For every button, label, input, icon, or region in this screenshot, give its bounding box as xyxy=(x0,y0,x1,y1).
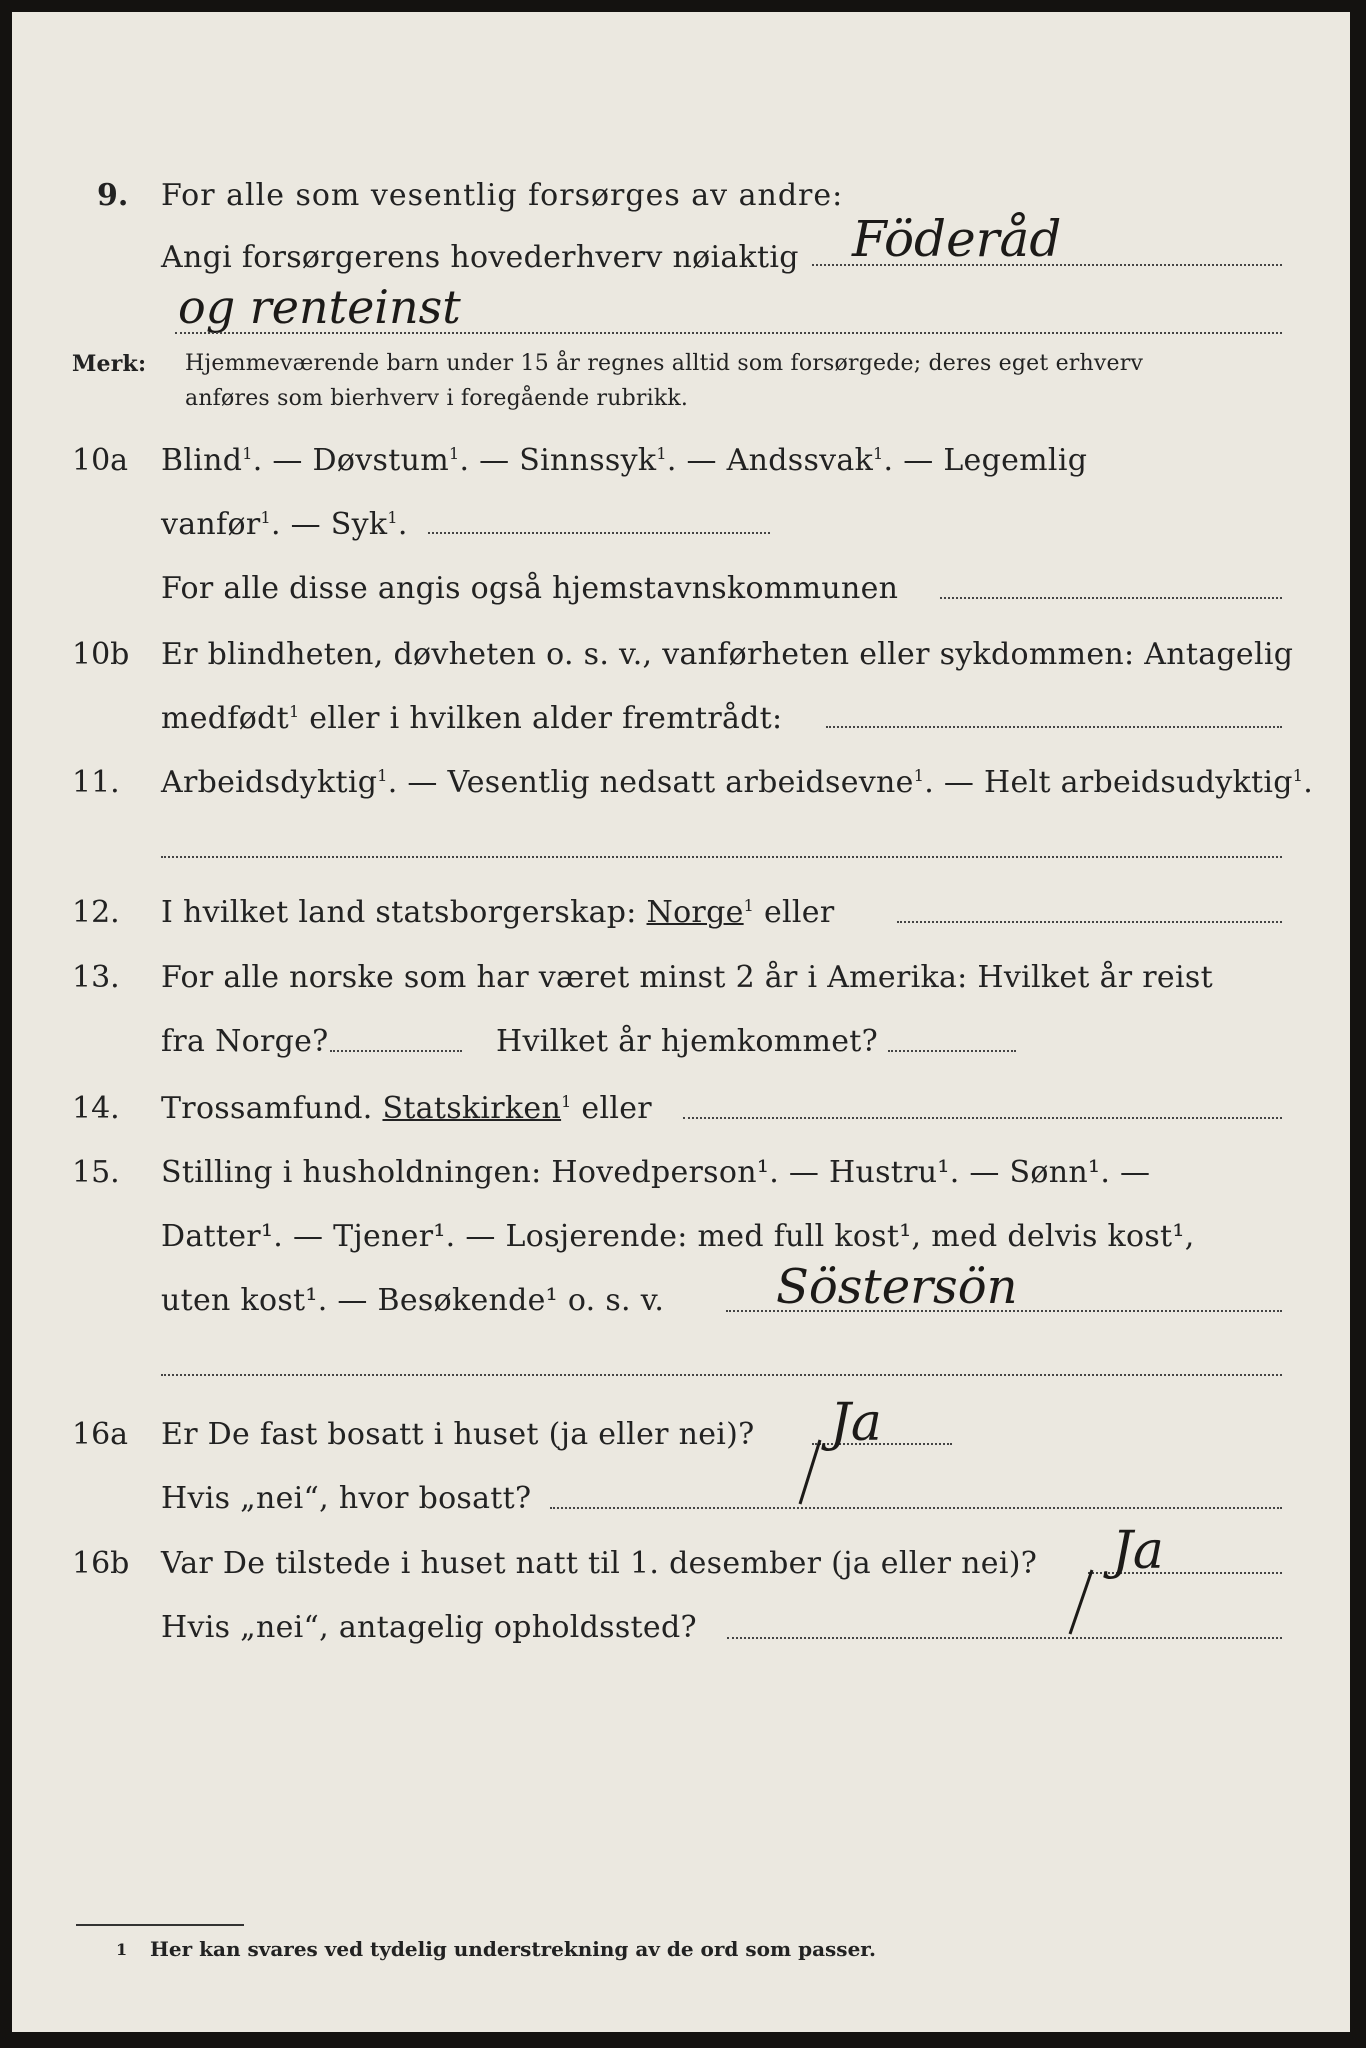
q13-line2-b: Hvilket år hjemkommet? xyxy=(496,1024,879,1059)
q11-answer-line xyxy=(161,856,1282,858)
q12-answer-line xyxy=(897,921,1282,923)
q16b-line2: Hvis „nei“, antagelig opholdssted? xyxy=(161,1610,697,1645)
q14-statskirken-underlined: Statskirken xyxy=(382,1091,562,1126)
q12-line: I hvilket land statsborgerskap: Norge$^1$ eller xyxy=(161,895,835,930)
q16a-answer: Ja xyxy=(830,1393,882,1453)
q10a-line2: vanfør$^1$. — Syk$^1$. xyxy=(161,507,408,542)
footnote-rule xyxy=(76,1924,244,1926)
footnote-marker: 1 xyxy=(116,1940,128,1959)
q15-number: 15. xyxy=(72,1155,120,1190)
q10a-number: 10a xyxy=(72,443,129,478)
q13-line2-a: fra Norge? xyxy=(161,1024,329,1059)
q16b-opholdssted-line xyxy=(727,1637,1282,1639)
q12-number: 12. xyxy=(72,895,120,930)
q13-reist-line xyxy=(330,1050,462,1052)
q13-line1: For alle norske som har været minst 2 år i Amerika: Hvilket år reist xyxy=(161,960,1213,995)
merk-label: Merk: xyxy=(72,351,147,377)
q16a-line1: Er De fast bosatt i huset (ja eller nei)? xyxy=(161,1417,755,1452)
q9-number: 9. xyxy=(97,178,129,213)
q14-answer-line xyxy=(683,1117,1282,1119)
q15-line3: uten kost¹. — Besøkende¹ o. s. v. xyxy=(161,1283,665,1318)
q9-answer-occupation: Föderåd xyxy=(852,210,1062,268)
q13-number: 13. xyxy=(72,960,120,995)
q9-answer-continuation: og renteinst xyxy=(178,280,461,334)
footnote-text: Her kan svares ved tydelig understrekning av de ord som passer. xyxy=(150,1937,876,1961)
q13-hjemkommet-line xyxy=(888,1050,1016,1052)
q15-answer: Söstersön xyxy=(776,1259,1018,1315)
q16b-line1: Var De tilstede i huset natt til 1. desember (ja eller nei)? xyxy=(161,1546,1038,1581)
q10a-line3: For alle disse angis også hjemstavnskommunen xyxy=(161,571,899,606)
q10b-line1: Er blindheten, døvheten o. s. v., vanførheten eller sykdommen: Antagelig xyxy=(161,637,1294,672)
q10a-syk-line xyxy=(428,532,770,534)
q16b-answer: Ja xyxy=(1112,1521,1164,1581)
q10b-number: 10b xyxy=(72,637,130,672)
merk-line1: Hjemmeværende barn under 15 år regnes alltid som forsørgede; deres eget erhverv xyxy=(185,351,1144,376)
q11-number: 11. xyxy=(72,765,120,800)
q16a-bosatt-line xyxy=(550,1507,1282,1509)
q10a-hjemstavn-line xyxy=(940,597,1282,599)
merk-line2: anføres som bierhverv i foregående rubrikk. xyxy=(185,386,689,411)
q9-continuation-line xyxy=(175,332,1282,334)
q16a-number: 16a xyxy=(72,1417,129,1452)
q9-line2-label: Angi forsørgerens hovederhverv nøiaktig xyxy=(161,240,799,275)
q10a-line1: Blind$^1$. — Døvstum$^1$. — Sinnssyk$^1$. — Andssvak$^1$. — Legemlig xyxy=(161,443,1088,478)
q12-norge-underlined: Norge xyxy=(646,895,744,930)
q16a-line2: Hvis „nei“, hvor bosatt? xyxy=(161,1481,532,1516)
q9-line1: For alle som vesentlig forsørges av andre: xyxy=(161,178,844,213)
q10b-line2: medfødt$^1$ eller i hvilken alder fremtrådt: xyxy=(161,701,783,736)
q16a-ditto-stroke xyxy=(790,1438,830,1508)
q15-line2: Datter¹. — Tjener¹. — Losjerende: med full kost¹, med delvis kost¹, xyxy=(161,1219,1195,1254)
q14-line: Trossamfund. Statskirken$^1$ eller xyxy=(161,1091,652,1126)
q10b-answer-line xyxy=(826,726,1282,728)
q15-line1: Stilling i husholdningen: Hovedperson¹. — Hustru¹. — Sønn¹. — xyxy=(161,1155,1151,1190)
q16b-ditto-stroke xyxy=(1060,1568,1100,1638)
q16b-number: 16b xyxy=(72,1546,130,1581)
q11-line: Arbeidsdyktig$^1$. — Vesentlig nedsatt arbeidsevne$^1$. — Helt arbeidsudyktig$^1$. xyxy=(161,765,1314,800)
q14-number: 14. xyxy=(72,1091,120,1126)
q15-continuation-line xyxy=(161,1374,1282,1376)
